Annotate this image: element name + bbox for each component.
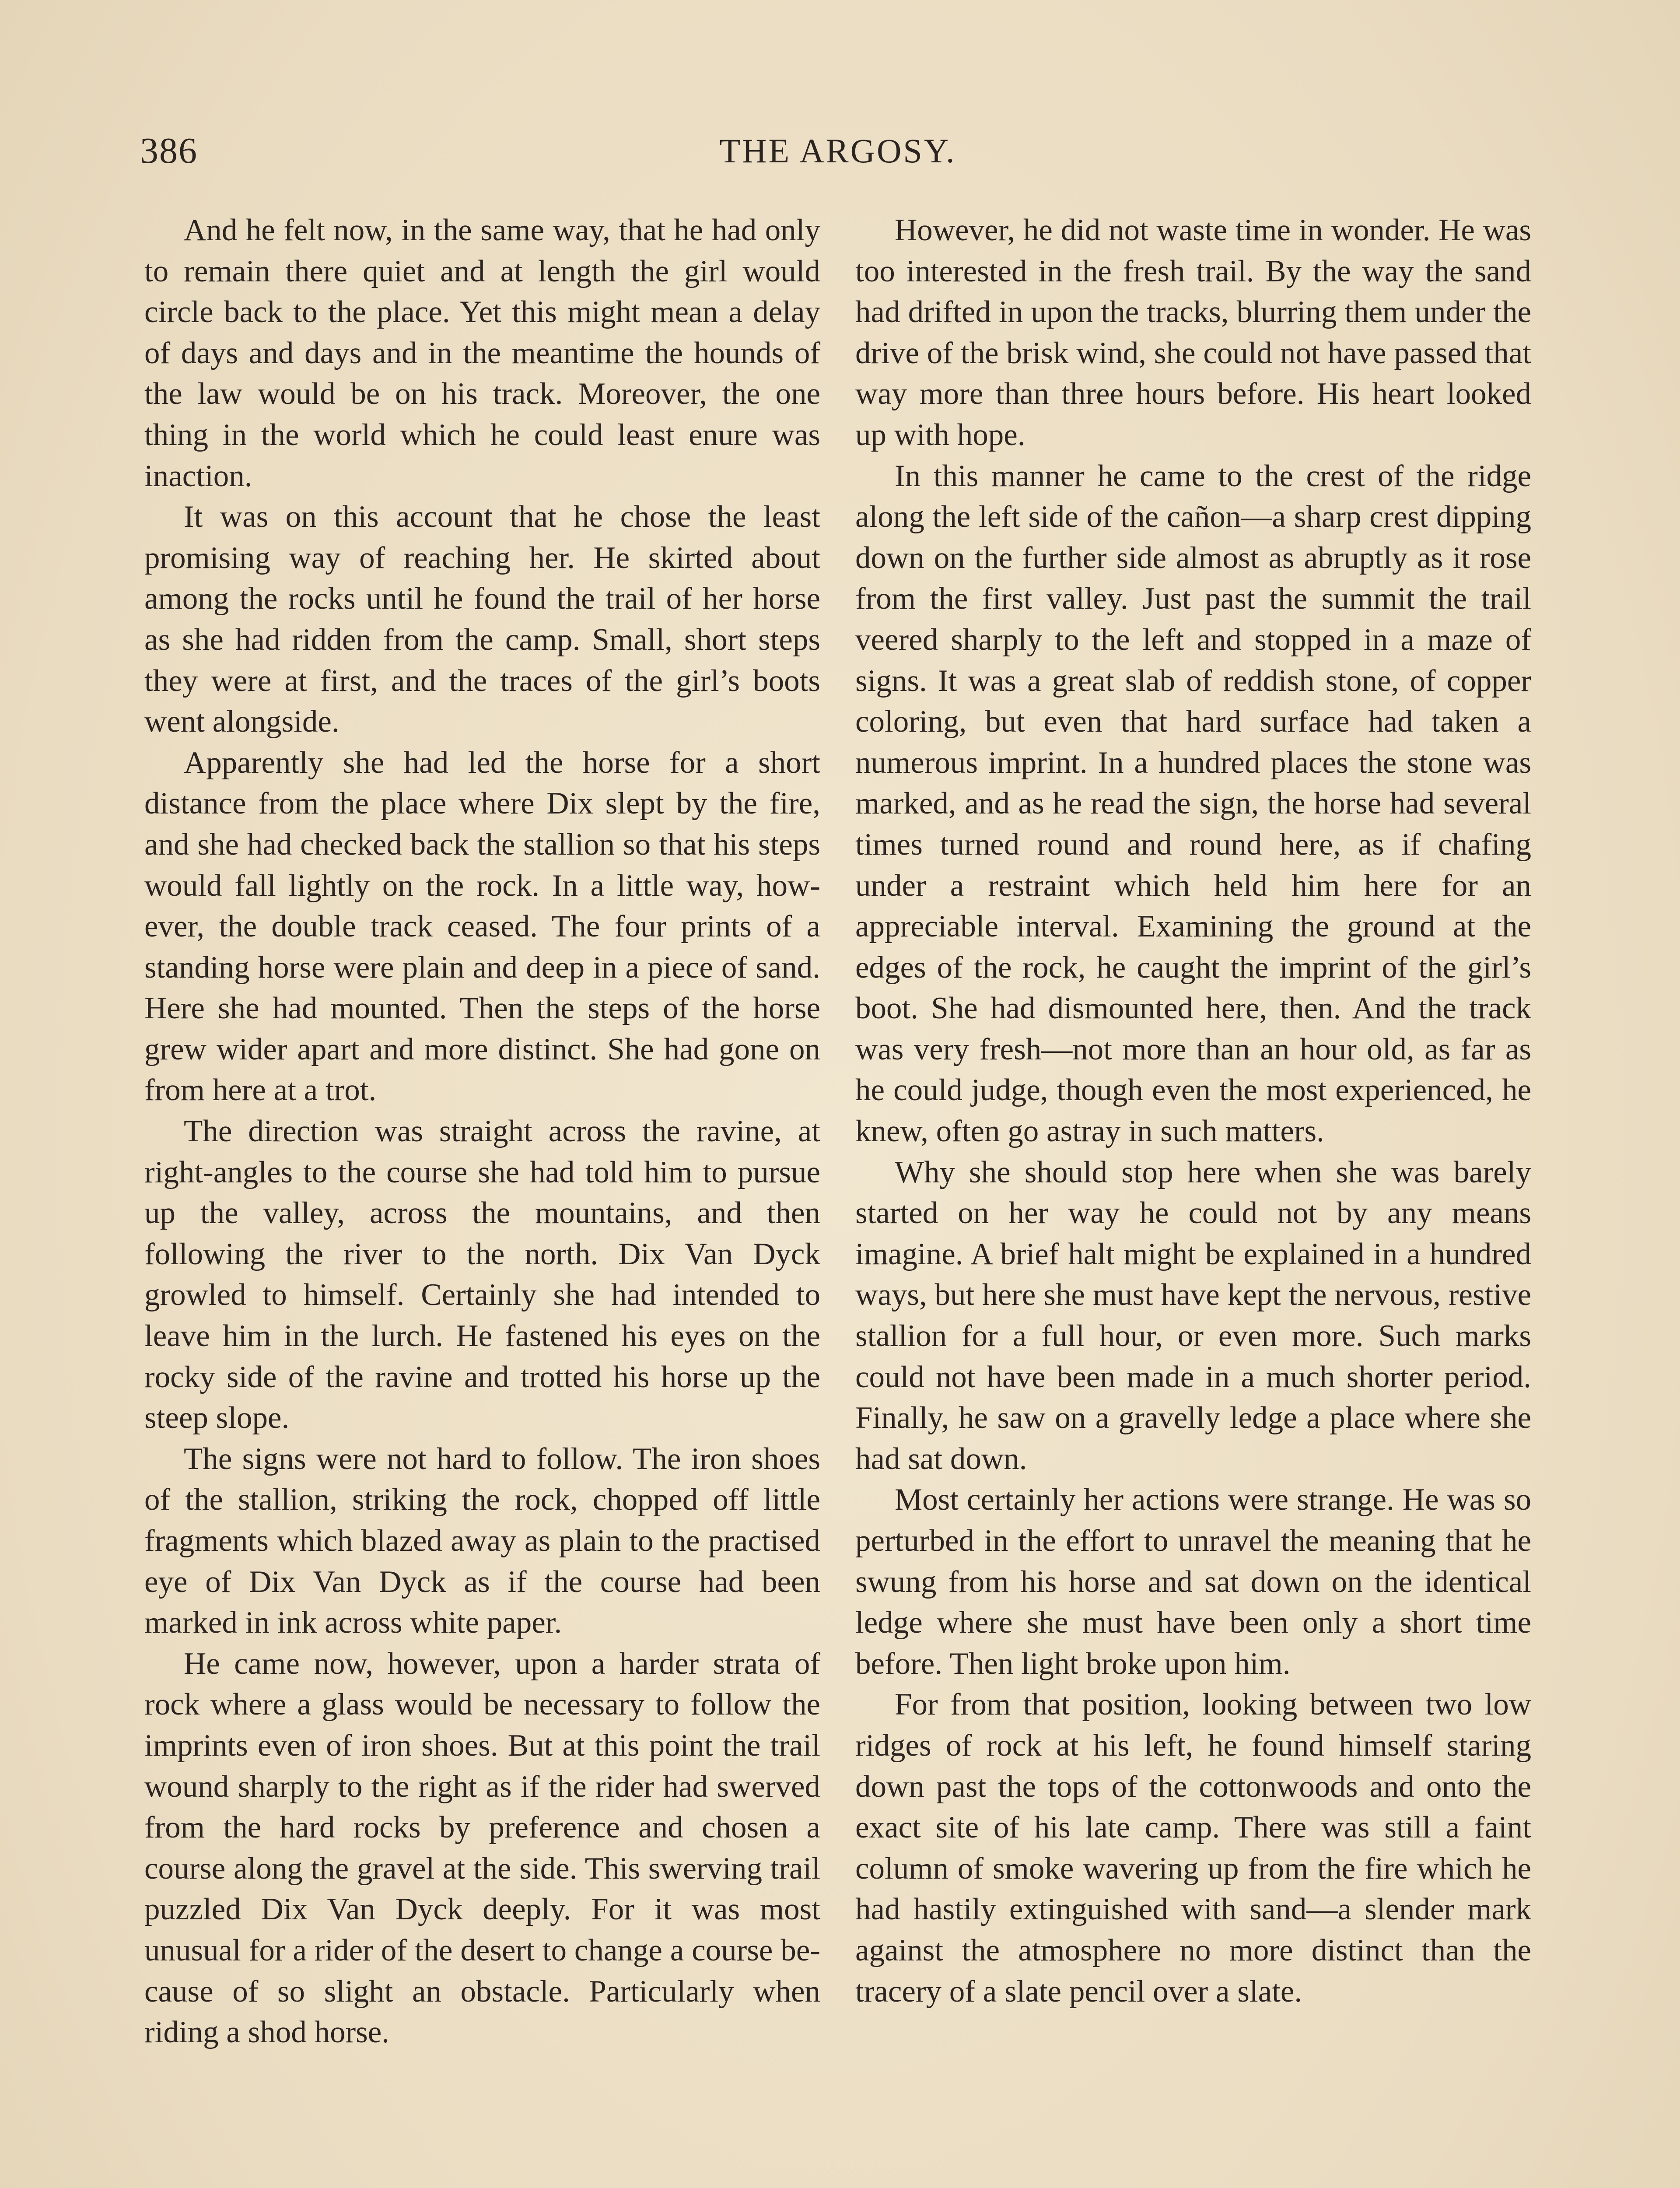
- paragraph: In this manner he came to the crest of the ridge along the left side of the cañon—a sharp crest dipping down on the further side almost as abruptly as it rose from the first valley. Just past the summit the trail veered sharply to the left and stopped in a maze of signs. It was a great slab of reddish stone, of copper coloring, but even that hard surface had taken a numerous imprint. In a hundred places the stone was marked, and as he read the sign, the horse had several times turned round and round here, as if chafing under a restraint which held him here for an appreciable interval. Examining the ground at the edges of the rock, he caught the imprint of the girl’s boot. She had dismounted here, then. And the track was very fresh—not more than an hour old, as far as he could judge, though even the most experienced, he knew, often go astray in such matters.: [855, 459, 1531, 1149]
- paragraph: Why she should stop here when she was barely started on her way he could not by any means imagine. A brief halt might be explained in a hundred ways, but here she must have kept the nervous, restive stallion for a full hour, or even more. Such marks could not have been made in a much shorter period. Finally, he saw on a gravelly ledge a place where she had sat down.: [855, 1155, 1531, 1476]
- paragraph: The direction was straight across the ravine, at right-angles to the course she had told him to pursue up the valley, across the mountains, and then following the river to the north. Dix Van Dyck growled to himself. Certainly she had intended to leave him in the lurch. He fastened his eyes on the rocky side of the ravine and trotted his horse up the steep slope.: [144, 1114, 820, 1435]
- page-number: 386: [140, 130, 198, 171]
- paragraph: Most certainly her actions were strange. He was so perturbed in the effort to unravel the meaning that he swung from his horse and sat down on the identical ledge where she must have been only a short time before. Then light broke upon him.: [855, 1483, 1531, 1681]
- right-column: [855, 210, 1531, 2012]
- left-column: [144, 210, 820, 2053]
- running-title: THE ARGOSY.: [719, 132, 956, 170]
- paragraph: The signs were not hard to follow. The iron shoes of the stallion, striking the rock, chopped off little fragments which blazed away as plain to the practised eye of Dix Van Dyck as if the course had been marked in ink across white paper.: [144, 1441, 820, 1640]
- page-header: [140, 127, 1536, 179]
- paragraph: And he felt now, in the same way, that he had only to remain there quiet and at length the girl would circle back to the place. Yet this might mean a delay of days and days and in the meantime the hounds of the law would be on his track. Moreover, the one thing in the world which he could least enure was inaction.: [144, 213, 820, 493]
- paragraph: He came now, however, upon a harder strata of rock where a glass would be necessary to follow the imprints even of iron shoes. But at this point the trail wound sharply to the right as if the rider had swerved from the hard rocks by preference and chosen a course along the gravel at the side. This swerving trail puzzled Dix Van Dyck deeply. For it was most unusual for a rider of the desert to change a course because of so slight an obstacle. Particularly when riding a shod horse.: [144, 1646, 820, 2050]
- paragraph: However, he did not waste time in wonder. He was too interested in the fresh trail. By the way the sand had drifted in upon the tracks, blurring them under the drive of the brisk wind, she could not have passed that way more than three hours before. His heart looked up with hope.: [855, 213, 1531, 452]
- paragraph: It was on this account that he chose the least promising way of reaching her. He skirted about among the rocks until he found the trail of her horse as she had ridden from the camp. Small, short steps they were at first, and the traces of the girl’s boots went alongside.: [144, 500, 820, 739]
- paragraph: Apparently she had led the horse for a short distance from the place where Dix slept by the fire, and she had checked back the stallion so that his steps would fall lightly on the rock. In a little way, however, the double track ceased. The four prints of a standing horse were plain and deep in a piece of sand. Here she had mounted. Then the steps of the horse grew wider apart and more distinct. She had gone on from here at a trot.: [144, 745, 820, 1108]
- paragraph: For from that position, looking between two low ridges of rock at his left, he found himself staring down past the tops of the cottonwoods and onto the exact site of his late camp. There was still a faint column of smoke wavering up from the fire which he had hastily extinguished with sand—a slender mark against the atmosphere no more distinct than the tracery of a slate pencil over a slate.: [855, 1687, 1531, 2009]
